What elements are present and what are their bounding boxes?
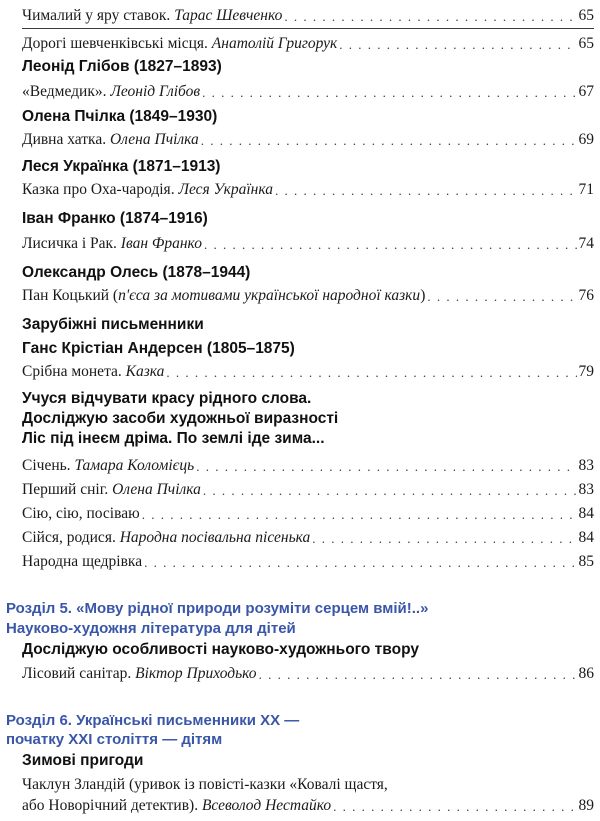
page-number: 86 [578,665,594,682]
author-heading: Леонід Глібов (1827–1893) [22,58,222,75]
topic-heading: Зимові пригоди [22,752,144,769]
toc-entry: Сійся, родися. Народна посівальна пісенька . . . 84 [22,524,594,548]
toc-entry: Лісовий санітар. Віктор Приходько . . . 86 [22,660,594,684]
page-number: 74 [578,235,594,252]
page-number: 76 [578,287,594,304]
leader-dots [284,8,576,26]
chapter-heading: Розділ 6. Українські письменники XX — [6,712,300,729]
chapter-heading: початку XXI століття — дітям [6,731,223,748]
author-heading: Леся Українка (1871–1913) [22,158,221,175]
toc-entry: або Новорічний детектив). Всеволод Нестайко . . . 89 [22,792,594,816]
page-number: 83 [578,457,594,474]
page-number: 69 [578,131,594,148]
toc-entry: Народна щедрівка . . . 85 [22,548,594,572]
page-number: 84 [578,529,594,546]
topic-heading: Досліджую особливості науково-художнього твору [22,641,419,658]
page-number: 84 [578,505,594,522]
toc-entry: Січень. Тамара Коломієць . . . 83 [22,452,594,476]
page-number: 65 [578,35,594,52]
author-heading: Олена Пчілка (1849–1930) [22,108,218,125]
author-heading: Іван Франко (1874–1916) [22,210,208,227]
topic-heading: Ліс під інеєм дріма. По землі іде зима... [22,430,325,447]
page-number: 67 [578,83,594,100]
toc-entry: Сію, сію, посіваю . . . 84 [22,500,594,524]
page-number: 65 [578,7,594,24]
toc-entry: Лисичка і Рак. Іван Франко . . . 74 [22,230,594,254]
page-number: 71 [578,181,594,198]
entry-line: Чаклун Зландій (уривок із повісті-казки «Ковалі щастя, [22,776,388,793]
section-heading: Зарубіжні письменники [22,316,204,333]
toc-entry: Срібна монета. Казка . . . 79 [22,358,594,382]
author-heading: Олександр Олесь (1878–1944) [22,264,251,281]
toc-entry: «Ведмедик». Леонід Глібов . . . 67 [22,78,594,102]
topic-heading: Досліджую засоби художньої виразності [22,410,339,427]
toc-entry: Дорогі шевченківські місця. Анатолій Григорук . . . 65 [22,30,594,54]
toc-entry: Чималий у яру ставок. Тарас Шевченко . . . 65 [22,2,594,26]
page-number: 79 [578,363,594,380]
chapter-heading: Розділ 5. «Мову рідної природи розуміти серцем вмій!..» [6,600,429,617]
page-number: 89 [578,797,594,814]
page-number: 83 [578,481,594,498]
toc-entry: Казка про Оха-чародія. Леся Українка . . . 71 [22,176,594,200]
toc-entry: Пан Коцький (п'єса за мотивами української народної казки) . . . 76 [22,282,594,306]
author-heading: Ганс Крістіан Андерсен (1805–1875) [22,340,295,357]
divider [22,28,594,29]
toc-entry: Перший сніг. Олена Пчілка . . . 83 [22,476,594,500]
page-number: 85 [578,553,594,570]
chapter-heading: Науково-художня література для дітей [6,620,296,637]
topic-heading: Учуся відчувати красу рідного слова. [22,390,312,407]
toc-entry: Дивна хатка. Олена Пчілка . . . 69 [22,126,594,150]
